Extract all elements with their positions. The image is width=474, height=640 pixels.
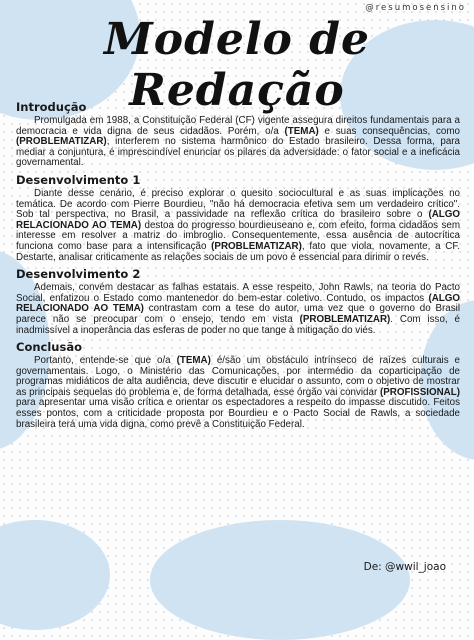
section-heading-conclusion: Conclusão [16,340,82,355]
paragraph-dev2 [16,283,460,336]
section-heading-dev2: Desenvolvimento 2 [16,267,141,282]
paragraph-text: Ademais, convém destacar as falhas estatais. A esse respeito, John Rawls, na teoria do Pacto Social, enfatizou o Estado como mantenedor do bem-estar coletivo. Contudo, os impactos [16,282,460,304]
paragraph-dev1 [16,189,460,263]
paragraph-text: Portanto, entende-se que o/a [34,355,177,367]
paragraph-text: para apresentar uma visão crítica e orientar os espectadores a respeito do impasse discutido. Feitos esses pontos, com a criticidade proposta por Bourdieu e o Pacto Social de Rawls, a sociedade brasileira terá uma vida digna, como prevê a Constituição Federal. [16,397,460,430]
section-dev1 [16,173,460,263]
paragraph-text: e suas consequências, como [318,125,460,137]
paragraph-text: é/são um obstáculo intrínseco de raízes culturais e governamentais. Logo, o Ministério das Comunicações, por intermédio da coparticipação de programas midiáticos de alta audiência, deve discutir e elucidar o assunto, com o objetivo de mostrar as principais sequelas do problema e, de forma detalhada, esse órgão vai convidar [16,355,460,398]
placeholder-marker: (PROBLEMATIZAR) [211,240,302,252]
decor-blob-bottom-left [0,520,110,630]
paragraph-conclusion [16,356,460,430]
placeholder-marker: (TEMA) [284,125,319,137]
placeholder-marker: (PROFISSIONAL) [379,386,460,398]
placeholder-marker: (PROBLEMATIZAR) [299,313,391,325]
section-heading-intro: Introdução [16,100,87,114]
essay-body [16,100,460,434]
paragraph-text: Promulgada em 1988, a Constituição Federal (CF) vigente assegura direitos fundamentais para a democracia e vida digna de seus cidadãos. Porém, o/a [16,115,460,137]
section-heading-dev1: Desenvolvimento 1 [16,172,141,187]
author-handle: @resumosensino [365,3,466,13]
placeholder-marker: (ALGO RELACIONADO AO TEMA) [16,209,460,231]
paragraph-text: destoa do progresso bourdieuseano e, com efeito, forma cidadãos sem interesse em resolver a matriz do imbroglio. Consequentemente, essa ausência de autocrítica funciona como base para a intensificação [16,219,460,252]
section-intro [16,100,460,169]
paragraph-text: . Com isso, é inadmissível a inoperância das esferas de poder no que tange à mitigação do viés. [16,313,460,336]
paragraph-text: , fato que viola, novamente, a CF. Destarte, analisar criticamente as relações sociais de um povo é essencial para dirimir o revés. [16,240,460,263]
paragraph-text: , interferem no sistema harmônico do Estado brasileiro. Dessa forma, para mediar a conjuntura, é imprescindível enunciar os pilares da adversidade: o fator social e a ineficácia governamental. [16,136,460,169]
paragraph-text: Diante desse cenário, é preciso explorar o quesito sociocultural e as suas implicações no temática. De acordo com Pierre Bourdieu, "não há democracia efetiva sem um verdadeiro crítico". Sob tal perspectiva, no Brasil, a passividade na reflexão crítica do brasileiro sobre o [16,187,460,221]
paragraph-text: contrastam com a tese do autor, uma vez que o governo do Brasil parece não se preocupar com o ensejo, tendo em vista [16,303,460,325]
placeholder-marker: (ALGO RELACIONADO AO TEMA) [16,292,460,315]
section-dev2 [16,267,460,336]
footer-credit: De: @wwil_joao [363,561,446,573]
decor-blob-bottom [150,520,410,640]
paragraph-intro [16,116,460,169]
placeholder-marker: (PROBLEMATIZAR) [16,136,107,148]
placeholder-marker: (TEMA) [176,355,211,367]
section-conclusion [16,340,460,430]
page-title: Modelo de Redação [104,14,370,116]
